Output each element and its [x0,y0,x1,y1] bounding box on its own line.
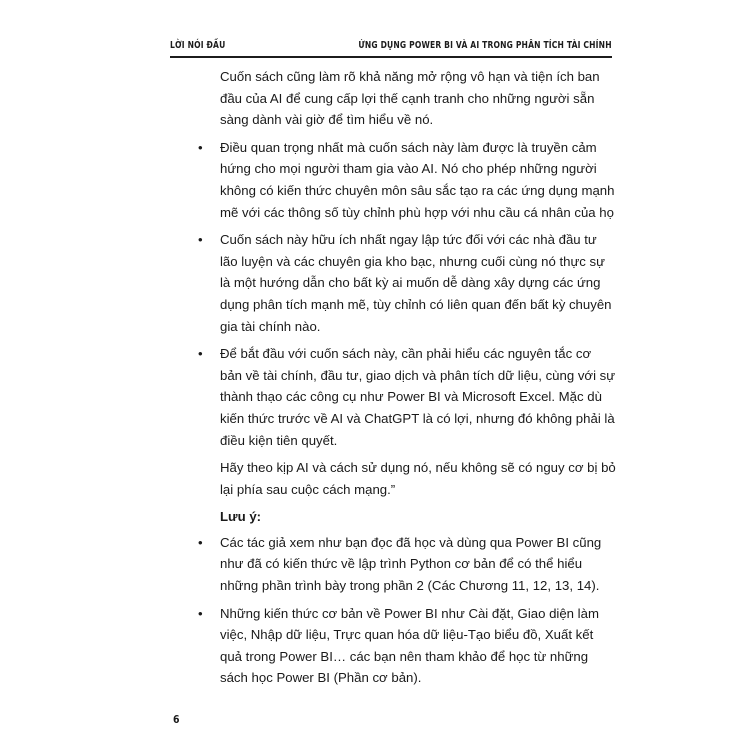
bullet-icon: • [198,139,203,155]
list-item-text: Cuốn sách này hữu ích nhất ngay lập tức đối với các nhà đầu tư lão luyện và các chuyên gia kho bạc, nhưng cuối cùng nó thực sự là một hướng dẫn cho bất kỳ ai muốn dễ dàng xây dựng các ứng dụng phân tích mạnh mẽ, tùy chỉnh có liên quan đến bất kỳ chuyên gia tài chính nào. [220,232,612,334]
header-rule [170,56,612,58]
list-item-text: Điều quan trọng nhất mà cuốn sách này làm được là truyền cảm hứng cho mọi người tham gia vào AI. Nó cho phép những người không có kiến thức chuyên môn sâu sắc tạo ra các ứng dụng mạnh mẽ với các thông số tùy chỉnh phù hợp với nhu cầu cá nhân của họ [220,139,615,220]
list-item [176,532,616,597]
paragraph-closing-quote: Hãy theo kịp AI và cách sử dụng nó, nếu không sẽ có nguy cơ bị bỏ lại phía sau cuộc cách mạng.” [220,460,616,497]
bullet-icon: • [198,346,203,362]
header-book-title: ỨNG DỤNG POWER BI VÀ AI TRONG PHÂN TÍCH TÀI CHÍNH [358,40,612,51]
list-item [176,343,616,451]
list-item-text: Để bắt đầu với cuốn sách này, cần phải hiểu các nguyên tắc cơ bản về tài chính, đầu tư, giao dịch và phân tích dữ liệu, cùng với sự thành thạo các công cụ như Power BI và Microsoft Excel. Mặc dù kiến thức trước về AI và ChatGPT là có lợi, nhưng đó không phải là điều kiện tiên quyết. [220,346,616,448]
list-item [176,137,616,223]
list-item [176,229,616,337]
paragraph-ai-scalability: Cuốn sách cũng làm rõ khả năng mở rộng vô hạn và tiện ích ban đầu của AI để cung cấp lợi thế cạnh tranh cho những người sẵn sàng dành vài giờ để tìm hiểu về nó. [220,69,600,128]
bullet-icon: • [198,534,203,550]
list-item-text: Những kiến thức cơ bản về Power BI như Cài đặt, Giao diện làm việc, Nhập dữ liệu, Trực quan hóa dữ liệu-Tạo biểu đồ, Xuất kết quả trong Power BI… các bạn nên tham khảo để học từ những sách học Power BI (Phần cơ bản). [220,605,599,686]
bullet-icon: • [198,605,203,621]
list-item-text: Các tác giả xem như bạn đọc đã học và dùng qua Power BI cũng như đã có kiến thức về lập trình Python cơ bản để có thể hiểu những phần trình bày trong phần 2 (Các Chương 11, 12, 13, 14). [220,534,602,594]
page-body [176,66,616,689]
running-header [170,40,612,52]
page-number: 6 [173,713,180,726]
header-section-title: LỜI NÓI ĐẦU [170,40,226,51]
note-heading: Lưu ý: [220,509,262,525]
list-item [176,603,616,689]
bullet-icon: • [198,232,203,248]
